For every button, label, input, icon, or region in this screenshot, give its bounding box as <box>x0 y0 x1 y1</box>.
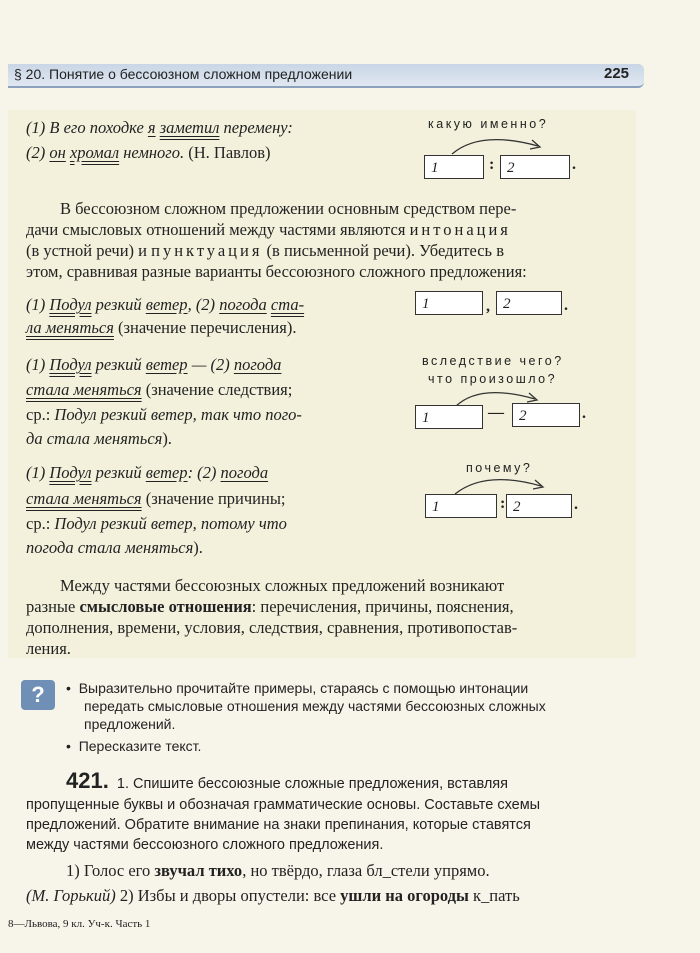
scheme-3-separator: — <box>488 404 504 421</box>
scheme-1-box-1: 1 <box>424 155 484 179</box>
example-3-line-2: стала меняться (значение следствия; <box>26 380 293 399</box>
scheme-4-end: . <box>574 496 578 513</box>
scheme-3-question-1: вследствие чего? <box>422 354 564 368</box>
scheme-3-box-2: 2 <box>512 403 580 427</box>
page-number: 225 <box>604 65 630 82</box>
example-4-line-3: ср.: Подул резкий ветер, потому что <box>26 514 287 533</box>
section-title: § 20. Понятие о бессоюзном сложном предложении <box>14 66 353 82</box>
intro-line-4: этом, сравнивая разные варианты бессоюзного сложного предложения: <box>26 262 527 281</box>
example-2-line-1: (1) Подул резкий ветер, (2) погода ста- <box>26 295 305 314</box>
scheme-1-end: . <box>572 156 576 173</box>
bullet-1-line-1: • Выразительно прочитайте примеры, стараясь с помощью интонации <box>66 680 529 696</box>
task-421-line-2: пропущенные буквы и обозначая грамматические основы. Составьте схемы <box>26 797 541 813</box>
footer-signature: 8—Львова, 9 кл. Уч-к. Часть 1 <box>8 918 151 930</box>
example-3-line-1: (1) Подул резкий ветер — (2) погода <box>26 355 282 374</box>
scheme-4-question: почему? <box>466 461 533 475</box>
rule-line-3: дополнения, времени, условия, следствия, сравнения, противопостав- <box>26 618 518 637</box>
scheme-4-box-2: 2 <box>506 494 572 518</box>
scheme-4-box-1: 1 <box>425 494 497 518</box>
scheme-3-end: . <box>582 405 586 422</box>
scheme-3-box-1: 1 <box>415 405 483 429</box>
task-number: 421. <box>66 768 109 793</box>
task-421-line-1: 421. 1. Спишите бессоюзные сложные предложения, вставляя <box>66 768 509 793</box>
rule-line-2: разные смысловые отношения: перечисления, причины, пояснения, <box>26 597 514 616</box>
example-2-line-2: ла меняться (значение перечисления). <box>26 318 297 337</box>
task-421-line-4: между частями бессоюзного сложного предложения. <box>26 837 384 853</box>
question-icon: ? <box>21 680 55 710</box>
sentence-1: 1) Голос его звучал тихо, но твёрдо, глаза бл_стели упрямо. <box>66 861 490 880</box>
scheme-3-question-2: что произошло? <box>428 372 558 386</box>
scheme-2-separator: , <box>486 298 490 315</box>
example-1-line-1: (1) В его походке я заметил перемену: <box>26 118 293 137</box>
rule-line-1: Между частями бессоюзных сложных предложений возникают <box>60 576 505 595</box>
bullet-1-line-3: предложений. <box>84 716 176 732</box>
rule-line-4: ления. <box>26 639 71 658</box>
scheme-2-box-2: 2 <box>496 291 562 315</box>
intro-line-2: дачи смысловых отношений между частями являются интонация <box>26 220 511 239</box>
bullet-1-line-2: передать смысловые отношения между частями бессоюзных сложных <box>84 698 546 714</box>
example-4-line-4: погода стала меняться). <box>26 538 203 557</box>
scheme-1-separator: : <box>489 156 495 173</box>
sentence-2: (М. Горький) 2) Избы и дворы опустели: все ушли на огороды к_пать <box>26 886 520 905</box>
intro-line-3: (в устной речи) и пунктуация (в письменной речи). Убедитесь в <box>26 241 504 260</box>
example-1-line-2: (2) он хромал немного. (Н. Павлов) <box>26 143 271 162</box>
scheme-4-arrow <box>445 470 555 496</box>
task-421-line-3: предложений. Обратите внимание на знаки препинания, которые ставятся <box>26 817 531 833</box>
scheme-2-box-1: 1 <box>415 291 483 315</box>
scheme-4-separator: : <box>500 495 506 512</box>
intro-line-1: В бессоюзном сложном предложении основным средством пере- <box>60 199 517 218</box>
bullet-2: • Пересказите текст. <box>66 738 202 754</box>
example-3-line-4: да стала меняться). <box>26 429 172 448</box>
example-3-line-3: ср.: Подул резкий ветер, так что пого- <box>26 405 302 424</box>
example-4-line-2: стала меняться (значение причины; <box>26 489 286 508</box>
scheme-2-end: . <box>564 297 568 314</box>
scheme-1-box-2: 2 <box>500 155 570 179</box>
scheme-1-arrow <box>440 128 560 156</box>
scheme-1-question: какую именно? <box>428 117 549 131</box>
example-4-line-1: (1) Подул резкий ветер: (2) погода <box>26 463 269 482</box>
